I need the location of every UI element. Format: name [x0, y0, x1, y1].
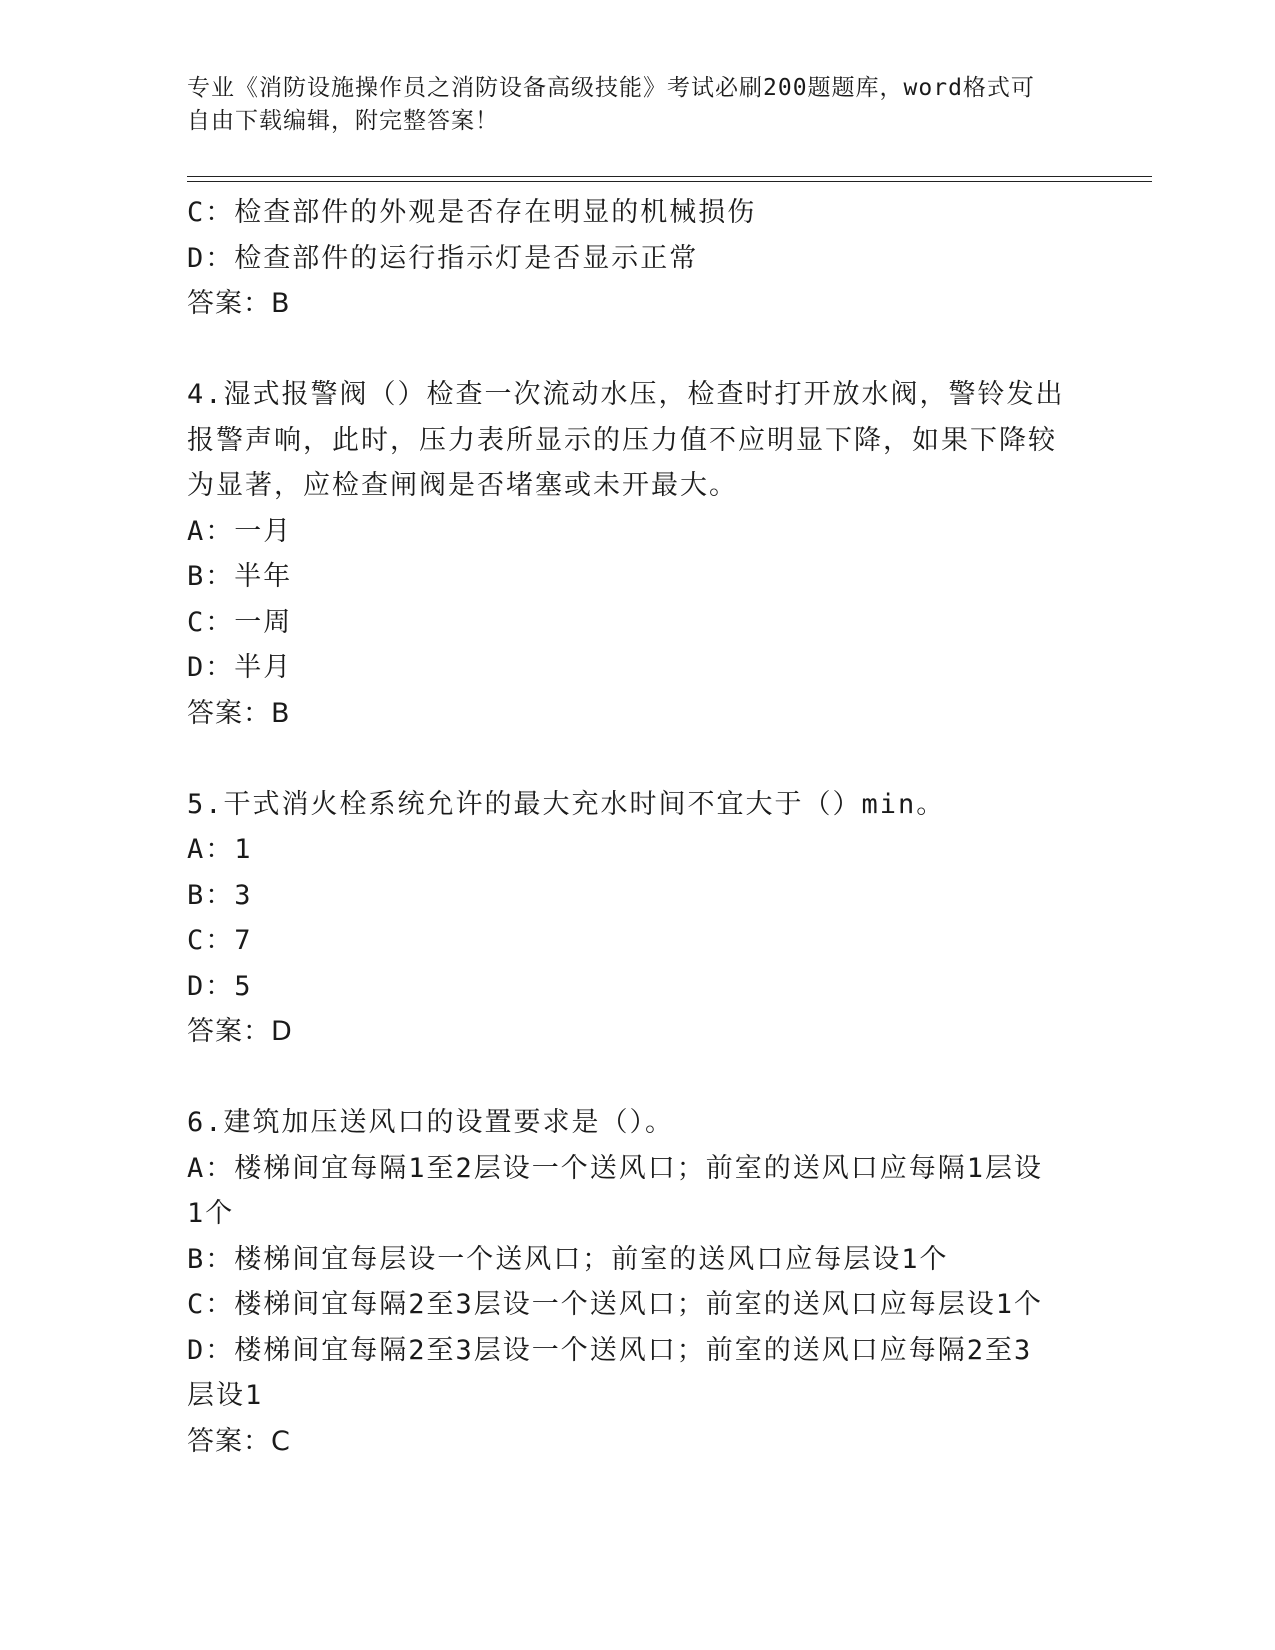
header-line-2: 自由下载编辑，附完整答案！ — [187, 108, 499, 134]
option-b: B：楼梯间宜每层设一个送风口；前室的送风口应每层设1个 — [187, 1243, 949, 1275]
option-d: D：半月 — [187, 652, 293, 683]
answer: 答案：C — [187, 1425, 291, 1457]
header-line-1: 专业《消防设施操作员之消防设备高级技能》考试必刷200题题库，word格式可 — [187, 75, 1035, 101]
option-b: B：3 — [187, 879, 253, 911]
question-4 — [187, 372, 1087, 736]
spacer — [187, 327, 1087, 373]
answer: 答案：B — [187, 288, 291, 319]
option-b: B：半年 — [187, 561, 293, 592]
option-c: C：楼梯间宜每隔2至3层设一个送风口；前室的送风口应每层设1个 — [187, 1289, 1044, 1320]
option-c: C：7 — [187, 925, 253, 956]
question-5 — [187, 782, 1087, 1055]
option-d: D：检查部件的运行指示灯是否显示正常 — [187, 242, 699, 274]
option-d-continued: 层设1 — [187, 1380, 264, 1411]
question-text-line: 5.干式消火栓系统允许的最大充水时间不宜大于（）min。 — [187, 788, 946, 820]
spacer — [187, 736, 1087, 782]
answer: 答案：B — [187, 697, 291, 729]
document-header — [187, 72, 1067, 138]
question-text-line: 报警声响，此时，压力表所显示的压力值不应明显下降，如果下降较 — [187, 424, 1057, 456]
option-d: D：5 — [187, 970, 253, 1002]
header-divider-top — [187, 176, 1152, 177]
question-text-line: 4.湿式报警阀（）检查一次流动水压，检查时打开放水阀，警铃发出 — [187, 379, 1065, 410]
question-text-line: 为显著，应检查闸阀是否堵塞或未开最大。 — [187, 470, 738, 501]
answer: 答案：D — [187, 1016, 293, 1047]
header-divider-bottom — [187, 181, 1152, 182]
option-c: C：检查部件的外观是否存在明显的机械损伤 — [187, 197, 757, 228]
option-c: C：一周 — [187, 606, 293, 638]
question-text-line: 6.建筑加压送风口的设置要求是（）。 — [187, 1107, 675, 1138]
prev-question-block — [187, 190, 1087, 327]
spacer — [187, 1055, 1087, 1101]
option-a-continued: 1个 — [187, 1198, 235, 1229]
question-list — [187, 190, 1087, 1464]
option-a: A：一月 — [187, 515, 293, 547]
question-6 — [187, 1100, 1087, 1464]
option-d: D：楼梯间宜每隔2至3层设一个送风口；前室的送风口应每隔2至3 — [187, 1334, 1033, 1366]
option-a: A：1 — [187, 834, 253, 865]
option-a: A：楼梯间宜每隔1至2层设一个送风口；前室的送风口应每隔1层设 — [187, 1152, 1044, 1184]
